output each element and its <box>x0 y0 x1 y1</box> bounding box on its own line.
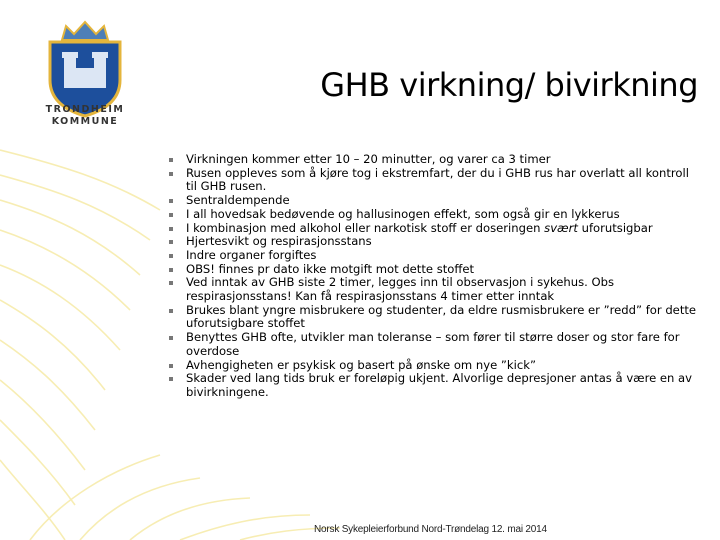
ornament-curve <box>30 455 160 540</box>
ornament-curve <box>180 515 310 540</box>
bullet-marker <box>169 268 173 272</box>
org-line-1: TRONDHEIM <box>45 104 125 115</box>
bullet-text: Rusen oppleves som å kjøre tog i ekstremfart, der du i GHB rus har overlatt all kontroll til GHB rusen. <box>186 165 689 194</box>
bullet-marker <box>169 309 173 313</box>
bullet-marker <box>169 254 173 258</box>
bullet-text: Brukes blant yngre misbrukere og studenter, da eldre rusmisbrukere er ”redd” for dette uforutsigbare stoffet <box>186 302 697 331</box>
bullet-item <box>168 276 698 303</box>
bullet-text: I all hovedsak bedøvende og hallusinogen effekt, som også gir en lykkerus <box>186 206 620 221</box>
bullet-marker <box>169 240 173 244</box>
bullet-marker <box>169 158 173 162</box>
bullet-text: Sentraldempende <box>186 193 290 208</box>
bullet-list <box>168 153 698 400</box>
bullet-marker <box>169 172 173 176</box>
bullet-item <box>168 263 698 277</box>
bullet-marker <box>169 199 173 203</box>
bullet-item <box>168 153 698 167</box>
bullet-item <box>168 194 698 208</box>
bullet-marker <box>169 336 173 340</box>
bullet-text-continued: uforutsigbar <box>577 220 653 235</box>
ornament-curve <box>0 340 95 430</box>
organization-name <box>20 104 150 128</box>
ornament-curve <box>0 230 130 310</box>
slide-footer: Norsk Sykepleierforbund Nord-Trøndelag 12. mai 2014 <box>314 524 547 535</box>
bullet-text: Hjertesvikt og respirasjonsstans <box>186 234 372 249</box>
bullet-text: Virkningen kommer etter 10 – 20 minutter, og varer ca 3 timer <box>186 152 551 166</box>
bullet-item <box>168 359 698 373</box>
bullet-marker <box>169 281 173 285</box>
bullet-item <box>168 249 698 263</box>
ornament-curve <box>130 498 250 540</box>
bullet-marker <box>169 213 173 217</box>
ornament-curve <box>0 380 85 470</box>
bullet-marker <box>169 364 173 368</box>
ornament-curve <box>0 265 120 350</box>
ornament-curve <box>80 478 200 540</box>
bullet-text: Avhengigheten er psykisk og basert på ønske om nye ”kick” <box>186 357 536 372</box>
ornament-curve <box>0 420 75 505</box>
ornament-curve <box>0 460 65 540</box>
bullet-marker <box>169 227 173 231</box>
bullet-text: Indre organer forgiftes <box>186 247 317 262</box>
bullet-item <box>168 222 698 236</box>
bullet-text: Skader ved lang tids bruk er foreløpig ukjent. Alvorlige depresjoner antas å være en av bivirkningene. <box>186 371 693 399</box>
bullet-item <box>168 372 698 399</box>
bullet-text: Benyttes GHB ofte, utvikler man toleranse – som fører til større doser og stor fare for overdose <box>186 330 680 358</box>
bullet-text: I kombinasjon med alkohol eller narkotisk stoff er doseringen <box>186 220 545 235</box>
bullet-text: OBS! finnes pr dato ikke motgift mot dette stoffet <box>186 261 475 276</box>
bullet-item <box>168 331 698 358</box>
bullet-item <box>168 304 698 331</box>
slide-title: GHB virkning/ bivirkning <box>320 66 698 104</box>
bullet-item <box>168 167 698 194</box>
bullet-marker <box>169 377 173 381</box>
crown-icon <box>62 22 108 40</box>
bullet-text: Ved inntak av GHB siste 2 timer, legges inn til observasjon i sykehus. Obs respirasjonsstans! Kan få respirasjonsstans 4 timer etter inntak <box>186 275 615 304</box>
ornament-curve <box>0 300 105 390</box>
org-line-2: KOMMUNE <box>51 116 119 127</box>
emphasized-word: svært <box>544 220 578 235</box>
bullet-item <box>168 235 698 249</box>
bullet-item <box>168 208 698 222</box>
